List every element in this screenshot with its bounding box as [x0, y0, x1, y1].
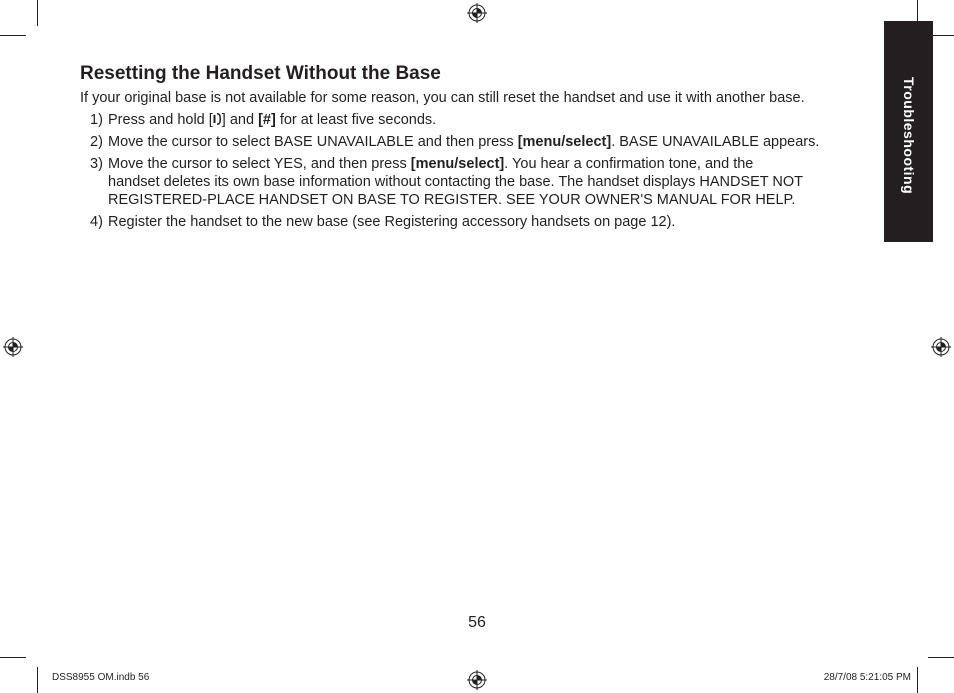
step-text-part: . You hear a confirmation tone, and the	[504, 156, 754, 172]
step-text-part: Move the cursor to select YES, and then press	[108, 156, 411, 172]
step-item	[80, 111, 880, 129]
crop-mark	[0, 657, 26, 658]
footer-timestamp: 28/7/08 5:21:05 PM	[823, 672, 911, 683]
registration-mark-icon	[931, 337, 951, 357]
step-text-part: handset deletes its own base information without contacting the base. The handset displays HANDSET NOT REGISTERED-PLACE HANDSET ON BASE TO REGISTER. SEE YOUR OWNER'S MANUAL FOR HELP.	[108, 174, 803, 208]
section-title: Resetting the Handset Without the Base	[80, 63, 441, 84]
section-intro: If your original base is not available for some reason, you can still reset the handset and use it with another base.	[80, 90, 805, 106]
step-text-part: Press and hold [	[108, 112, 213, 128]
crop-mark	[917, 667, 918, 693]
crop-mark	[0, 35, 26, 36]
pound-key-label: [#]	[258, 112, 276, 128]
footer-file-info: DSS8955 OM.indb 56	[52, 672, 150, 683]
step-text-part: ] and	[221, 112, 259, 128]
step-text-part: Move the cursor to select BASE UNAVAILABLE and then press	[108, 134, 518, 150]
registration-mark-icon	[467, 3, 487, 23]
step-number: 2)	[90, 134, 103, 150]
menu-select-key-label: [menu/select]	[517, 134, 612, 150]
crop-mark	[37, 0, 38, 26]
step-text	[108, 111, 880, 129]
step-number: 3)	[90, 156, 103, 172]
step-text-part: . BASE UNAVAILABLE appears.	[611, 134, 820, 150]
page-number: 56	[468, 614, 486, 631]
step-item	[80, 133, 880, 151]
handset-talk-icon	[213, 112, 222, 126]
step-text: Register the handset to the new base (see Registering accessory handsets on page 12).	[108, 214, 676, 230]
section-side-tab	[884, 21, 933, 242]
step-number: 4)	[90, 214, 103, 230]
step-number: 1)	[90, 112, 103, 128]
step-item	[80, 213, 880, 231]
menu-select-key-label: [menu/select]	[410, 156, 505, 172]
side-tab-label: Troubleshooting	[901, 77, 917, 195]
steps-list	[80, 111, 880, 231]
main-content	[80, 62, 880, 235]
step-item	[80, 155, 880, 209]
step-text	[108, 155, 880, 209]
registration-mark-icon	[3, 337, 23, 357]
step-text	[108, 133, 880, 151]
crop-mark	[37, 667, 38, 693]
step-text-part: for at least five seconds.	[275, 112, 437, 128]
crop-mark	[928, 657, 954, 658]
registration-mark-icon	[467, 670, 487, 690]
